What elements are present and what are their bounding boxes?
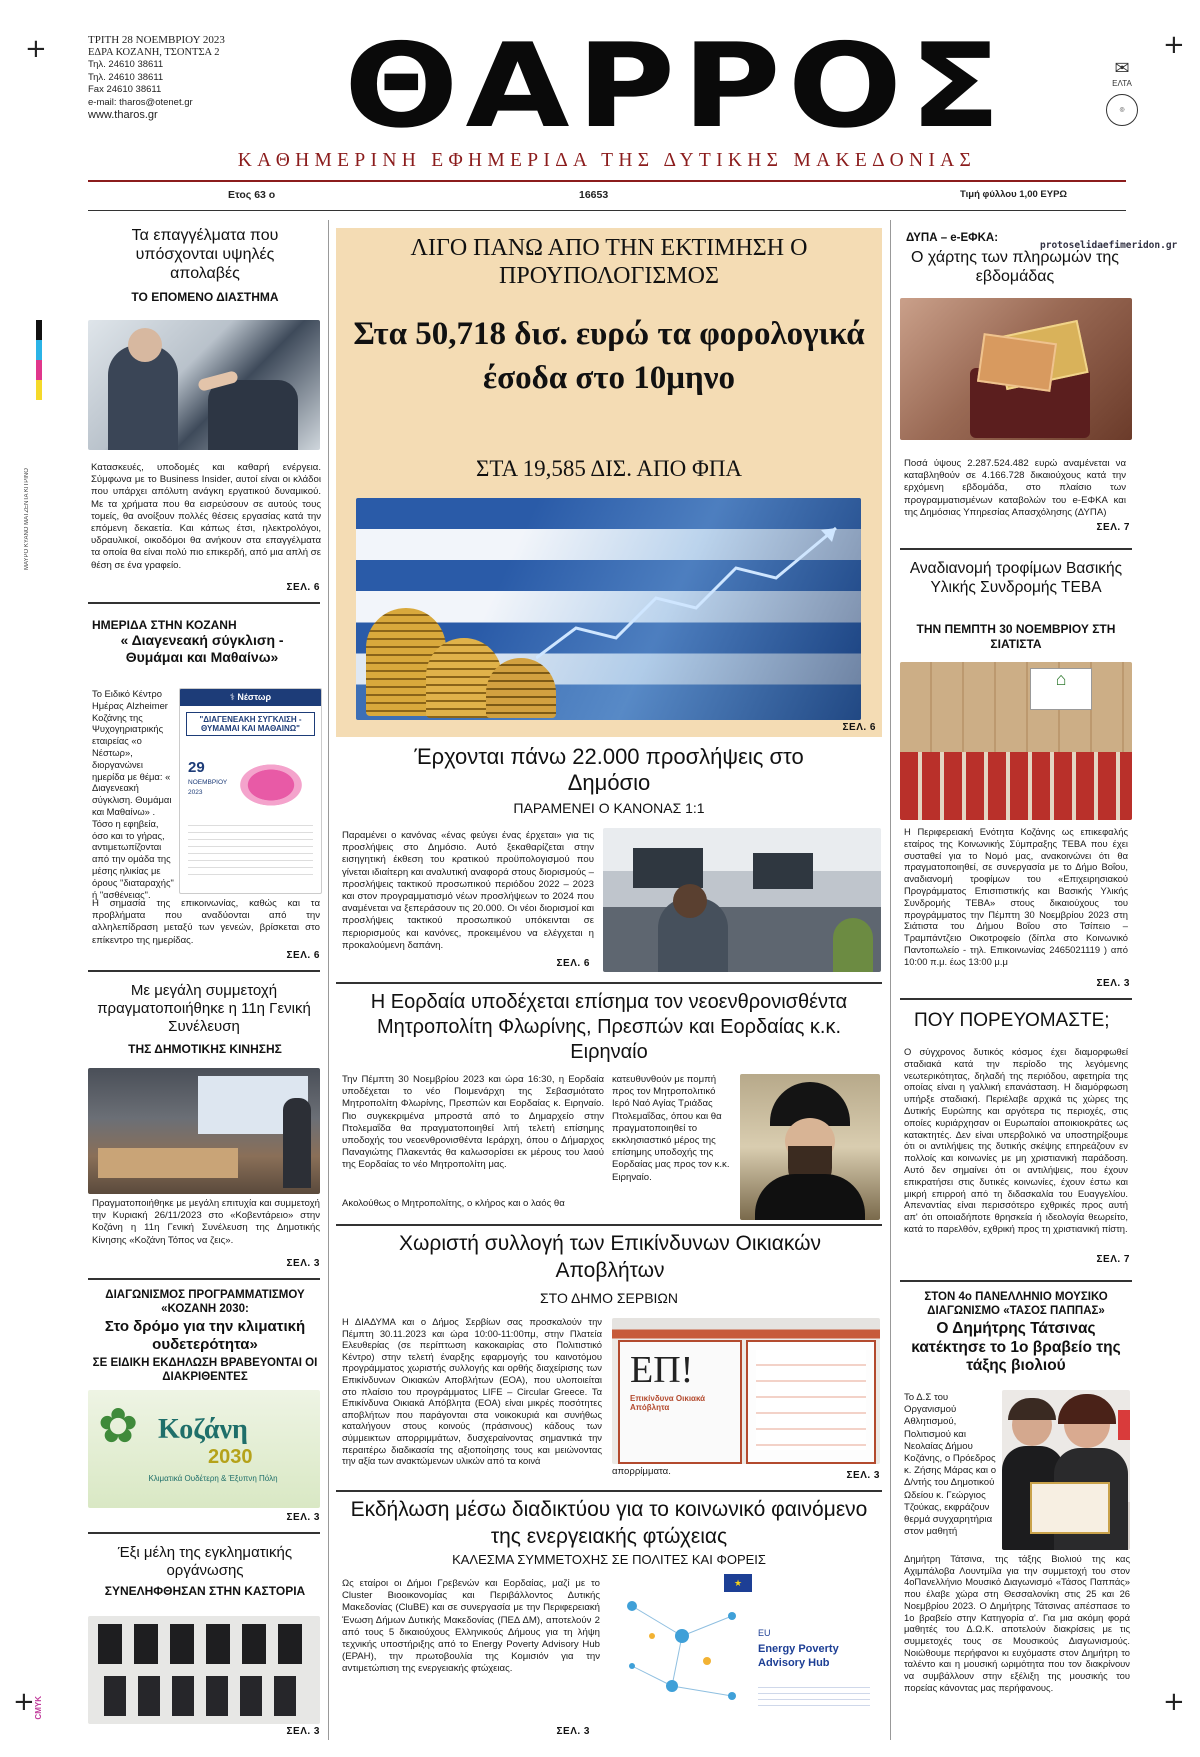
page-reference[interactable]: ΣΕΛ. 7	[1096, 1254, 1130, 1265]
article-title[interactable]: Αναδιανομή τροφίμων Βασικής Υλικής Συνδρομής ΤΕΒΑ	[909, 560, 1123, 596]
article-title[interactable]: Έξι μέλη της εγκληματικής οργάνωσης	[117, 1544, 293, 1579]
poster-org: Νέστωρ	[237, 692, 272, 702]
year-label: Ετος 63 ο	[228, 189, 276, 201]
phone: Τηλ. 24610 38611	[88, 59, 164, 70]
article-body: Κατασκευές, υποδομές και καθαρή ενέργεια. Σύμφωνα με το Business Insider, αυτοί είναι οι κλάδοι που υπάρχει απόλυτη ανάγκη εργατικού δυναμικού. Με τα χρήματα που θα εισρεύσουν σε αυτούς τους τομείς, θα ανοίξουν πολλές θέσεις εργασίας κατά την επόμενη δεκαετία. Και κάπως έτσι, ηλεκτρολόγοι, υδραυλικοί, οικοδόμοι θα ανήκουν στα επαγγέλματα τα οποία θα είναι πολύ πιο επικερδή, από μια απλή σε θέση σε ένα γραφείο.	[91, 462, 321, 571]
column-divider	[328, 220, 329, 1740]
masthead-contact	[88, 34, 225, 122]
article-subtitle: ΠΑΡΑΜΕΝΕΙ Ο ΚΑΝΟΝΑΣ 1:1	[513, 800, 705, 816]
energy-poverty-poster	[612, 1570, 878, 1718]
lead-kicker: ΛΙΓΟ ΠΑΝΩ ΑΠΟ ΤΗΝ ΕΚΤΙΜΗΣΗ Ο ΠΡΟΥΠΟΛΟΓΙΣΜΟΣ	[410, 235, 808, 289]
elta-label: ΕΛΤΑ	[1112, 79, 1132, 88]
divider	[88, 1532, 320, 1534]
article-body: Ως εταίροι οι Δήμοι Γρεβενών και Εορδαίας, μαζί με το Cluster Βιοοικονομίας και Περιβάλλοντος Δυτικής Μακεδονίας (CluBE) και σε συνεργασία με την Περιφερειακή Ένωση Δήμων Δυτικής Μακεδονίας (ΠΕΔ ΔΜ), αποτελούν 2 από τους 5 δικαιούχους Ελληνικούς Δήμους για τη λήψη τεχνικής υποστήριξης από το Energy Poverty Advisory Hub (EPAH), την πρωτοβουλία της Κομισιόν για την αντιμετώπιση της ενεργειακής φτώχειας.	[342, 1578, 600, 1675]
crop-mark: +	[1163, 1687, 1185, 1717]
column-divider	[890, 220, 891, 1740]
article-title[interactable]: Στο δρόμο για την κλιματική ουδετερότητα»	[104, 1318, 306, 1353]
article-title[interactable]: Ο Δημήτρης Τάτσινας κατέκτησε το 1ο βραβείο της τάξης βιολιού	[911, 1320, 1121, 1375]
article-body: Το Ειδικό Κέντρο Ημέρας Alzheimer Κοζάνης της Ψυχογηριατρικής εταιρείας «ο Νέστωρ», διοργανώνει ημερίδα με θέμα: « Διαγενεακή σύγκλιση. Θυμάμαι και Μαθαίνω» . Τόσο η εφηβεία, όσο και το γήρας, αντιμετωπίζονται από την ομάδα της μέσης ηλικίας με όρους "διαταραχής" ή "ασθένειας".	[92, 688, 174, 900]
print-color-bar	[36, 320, 42, 400]
assembly-photo	[88, 1068, 320, 1194]
divider	[336, 1224, 882, 1226]
lead-subheadline: ΣΤΑ 19,585 ΔΙΣ. ΑΠΟ ΦΠΑ	[475, 456, 743, 481]
poster-sign-icon: ⌂	[1030, 668, 1092, 710]
eu-flag-icon: ★	[724, 1574, 752, 1592]
article-body: απορρίμματα.	[612, 1466, 671, 1477]
lips-graphic	[235, 761, 307, 809]
article-title[interactable]: ΠΟΥ ΠΟΡΕΥΟΜΑΣΤΕ;	[914, 1010, 1110, 1031]
article-body: Ο σύγχρονος δυτικός κόσμος έχει διαμορφωθεί σταδιακά κατά την περίοδο της λεγόμενης νεωτερικότητας, δηλαδή της περιόδου, αφετηρία της οποίας είναι η γαλλική επανάσταση. Η διαμόρφωση υπήρξε σταδιακή. Περιέλαβε αρχικά τις χώρες της Δυτικής Ευρώπης και αργότερα τις περιοχές, στις οποίες κυριάρχησαν οι Ευρωπαίοι αποικιοκράτες ως κατακτητές. Δεν είναι υπερβολικό να υποστηρίξουμε ότι οι αντιλήψεις της δυτικής σκέψης επηρεάζουν εν πολλοίς και κοινωνίες με μη χριστιανική παράδοση. Αυτό δεν σημαίνει ότι οι αντιλήψεις, που έχουν επικρατήσει στις δυτικές κοινωνίες, έχουν έστω και μικρή επιρροή από τη διδασκαλία του Ευαγγελίου. Απεναντίας είναι περισσότερο εχθρικές προς αυτή απ' ότι οποιαδήποτε θρησκεία ή ιδεολογία θεωρείτο, κατά το παρελθόν, εχθρική προς τη χριστιανική πίστη.	[904, 1046, 1128, 1234]
article-subtitle: ΚΑΛΕΣΜΑ ΣΥΜΜΕΤΟΧΗΣ ΣΕ ΠΟΛΙΤΕΣ ΚΑΙ ΦΟΡΕΙΣ	[452, 1552, 766, 1567]
elta-badge	[1104, 58, 1140, 126]
page-reference[interactable]: ΣΕΛ. 3	[286, 1512, 320, 1523]
page-reference[interactable]: ΣΕΛ. 3	[556, 1726, 590, 1737]
page-reference[interactable]: ΣΕΛ. 3	[286, 1258, 320, 1269]
award-photo	[1002, 1390, 1130, 1550]
article-kicker: ΗΜΕΡΙΔΑ ΣΤΗΝ ΚΟΖΑΝΗ	[92, 618, 237, 632]
price: Τιμή φύλλου 1,00 ΕΥΡΩ	[960, 189, 1068, 200]
article-body: κατευθυνθούν με πομπή προς τον Μητροπολιτικό Ιερό Ναό Αγίας Τριάδας Πτολεμαΐδας, όπου και θα πραγματοποιηθεί το εκκλησιαστικό μέρος της επίσημης υποδοχής της Εορδαίας μας προς τον κ.κ. Ειρηναίο.	[612, 1074, 730, 1183]
article-body: Η σημασία της επικοινωνίας, καθώς και τα προβλήματα που αναδύονται από την αλληλεπίδραση μεταξύ των γενεών, βρίσκεται στο επίκεντρο της ημερίδας.	[92, 898, 320, 946]
article-title[interactable]: « Διαγενεακή σύγκλιση - Θυμάμαι και Μαθαίνω»	[120, 632, 284, 665]
lead-headline[interactable]: Στα 50,718 δισ. ευρώ τα φορολογικά έσοδα στο 10μηνο	[353, 316, 865, 396]
metropolitan-portrait	[740, 1074, 880, 1220]
divider	[88, 210, 1126, 211]
divider	[900, 548, 1132, 550]
business-people-photo	[88, 320, 320, 450]
article-body: Ποσά ύψους 2.287.524.482 ευρώ αναμένεται να καταβληθούν σε 4.166.728 δικαιούχους κατά την ερχόμενη εβδομάδα, στο πλαίσιο των προγραμματισμένων καταβολών του e-ΕΦΚΑ και της Δημόσιας Υπηρεσίας Απασχόλησης (ΔΥΠΑ)	[904, 458, 1126, 518]
page-reference[interactable]: ΣΕΛ. 6	[556, 958, 590, 969]
office-workers-photo	[603, 828, 881, 972]
logo-name: Κοζάνη	[158, 1414, 248, 1445]
hazardous-waste-bins-photo	[612, 1318, 880, 1464]
poster-eu: EU	[758, 1628, 771, 1638]
watermark: protoselidaefimeridon.gr	[1040, 240, 1178, 251]
article-title[interactable]: Έρχονται πάνω 22.000 προσλήψεις στο Δημόσιο	[414, 744, 804, 796]
article-subtitle: ΤΗΝ ΠΕΜΠΤΗ 30 ΝΟΕΜΒΡΙΟΥ ΣΤΗ ΣΙΑΤΙΣΤΑ	[916, 622, 1116, 651]
issue-date: ΤΡΙΤΗ 28 ΝΟΕΜΒΡΙΟΥ 2023	[88, 34, 225, 46]
wallet-euros-photo	[900, 298, 1132, 440]
article-kicker: ΔΙΑΓΩΝΙΣΜΟΣ ΠΡΟΓΡΑΜΜΑΤΙΣΜΟΥ «ΚΟΖΑΝΗ 2030:	[105, 1289, 305, 1316]
email: e-mail: tharos@otenet.gr	[88, 96, 193, 108]
article-subtitle: ΤΗΣ ΔΗΜΟΤΙΚΗΣ ΚΙΝΗΣΗΣ	[128, 1042, 282, 1056]
poster-month: ΝΟΕΜΒΡΙΟΥ	[188, 779, 228, 786]
article-body: Πραγματοποιήθηκε με μεγάλη επιτυχία και συμμετοχή την Κυριακή 26/11/2023 στο «Κοβεντάρειο» στην Κοζάνη η 11η Γενική Συνέλευση της Δημοτικής Κίνησης «Κοζάνη Τόπος να ζεις».	[92, 1198, 320, 1246]
article-body: Παραμένει ο κανόνας «ένας φεύγει ένας έρχεται» για τις προσλήψεις στο Δημόσιο. Αυτό ξεκαθαρίζεται στην εισηγητική έκθεση του κρατικού προϋπολογισμού που γίνεται ιδιαίτερη και αναλυτική αναφορά στους διορισμούς – προσλήψεις τακτικού προσωπικού περιόδου 2022 – 2023 και στον προγραμματισμό νέων προσλήψεων το 2024 που αναμένεται να ξεπεράσουν τις 20.000. Οι νέοι διορισμοί και προσλήψεις τακτικού προσωπικού υπόκεινται σε περιορισμούς και κανόνες, προκειμένου να ελέγχεται η προκαλούμενη δαπάνη.	[342, 830, 594, 951]
article-subtitle: ΤΟ ΕΠΟΜΕΝΟ ΔΙΑΣΤΗΜΑ	[131, 290, 279, 304]
event-poster	[179, 688, 322, 894]
poster-logo-icon: ⚕	[229, 692, 235, 702]
palm-leaf-icon: ✿	[98, 1400, 139, 1453]
elta-mark-icon: ✉	[1114, 58, 1130, 78]
page-reference[interactable]: ΣΕΛ. 3	[846, 1470, 880, 1481]
article-title[interactable]: Εκδήλωση μέσω διαδικτύου για το κοινωνικό φαινόμενο της ενεργειακής φτώχειας	[350, 1498, 868, 1548]
seal-icon: ◎	[1106, 94, 1138, 126]
divider	[88, 602, 320, 604]
article-body: Την Πέμπτη 30 Νοεμβρίου 2023 και ώρα 16:30, η Εορδαία υποδέχεται το νέο Ποιμενάρχη της Σεβασμιότατο Μητροπολίτη Φλωρίνης, Πρεσπών και Εορδαίας κ. Ειρηναίο. Πιο συγκεκριμένα μπροστά από το Δημαρχείο στην Πτολεμαΐδα θα πραγματοποιηθεί λιτή τελετή επίσημης υποδοχής του νεοενθρονισθέντα Ιεράρχη, όπου ο Δήμαρχος Παναγιώτης Πλακεντάς θα καλωσορίσει εκ μέρους του λαού της Εορδαίας το νέο Μητροπολίτη μας.	[342, 1074, 604, 1171]
article-subtitle: ΣΕ ΕΙΔΙΚΗ ΕΚΔΗΛΩΣΗ ΒΡΑΒΕΥΟΝΤΑΙ ΟΙ ΔΙΑΚΡΙΘΕΝΤΕΣ	[92, 1357, 318, 1384]
article-title[interactable]: Τα επαγγέλματα που υπόσχονται υψηλές απολαβές	[131, 227, 279, 283]
website: www.tharos.gr	[88, 109, 158, 121]
page-reference[interactable]: ΣΕΛ. 3	[286, 1726, 320, 1737]
issue-number: 16653	[579, 189, 609, 201]
article-kicker: ΣΤΟΝ 4ο ΠΑΝΕΛΛΗΝΙΟ ΜΟΥΣΙΚΟ ΔΙΑΓΩΝΙΣΜΟ «ΤΑΣΟΣ ΠΑΠΠΑΣ»	[924, 1291, 1108, 1318]
divider	[336, 1490, 882, 1492]
divider	[88, 1278, 320, 1280]
article-title[interactable]: Με μεγάλη συμμετοχή πραγματοποιήθηκε η 11η Γενική Συνέλευση	[97, 982, 311, 1035]
divider	[336, 982, 882, 984]
page-reference[interactable]: ΣΕΛ. 3	[1096, 978, 1130, 989]
fax: Fax 24610 38611	[88, 84, 162, 95]
divider	[900, 998, 1132, 1000]
greek-flag-coins-image	[356, 498, 861, 720]
crop-mark: +	[13, 1687, 35, 1717]
logo-year: 2030	[208, 1446, 253, 1468]
poster-title: Energy Poverty Advisory Hub	[758, 1643, 839, 1669]
article-subtitle: ΣΤΟ ΔΗΜΟ ΣΕΡΒΙΩΝ	[540, 1290, 678, 1306]
page-reference[interactable]: ΣΕΛ. 6	[286, 950, 320, 961]
crop-mark: +	[25, 34, 47, 64]
bin-brand: ΕΠ!	[630, 1349, 694, 1391]
print-marks-vertical: ΜΑΥΡΟ ΚΥΑΝΟ ΜΑΤΖΕΝΤΑ ΚΙΤΡΙΝΟ	[24, 468, 30, 570]
tagline: ΚΑΘΗΜΕΡΙΝΗ ΕΦΗΜΕΡΙΔΑ ΤΗΣ ΔΥΤΙΚΗΣ ΜΑΚΕΔΟΝΙΑΣ	[237, 150, 977, 171]
address: ΕΔΡΑ ΚΟΖΑΝΗ, ΤΣΟΝΤΣΑ 2	[88, 46, 220, 58]
food-boxes-photo	[900, 662, 1132, 820]
poster-title: "ΔΙΑΓΕΝΕΑΚΗ ΣΥΓΚΛΙΣΗ - ΘΥΜΑΜΑΙ ΚΑΙ ΜΑΘΑΙΝΩ"	[186, 712, 315, 736]
article-body: Η Περιφερειακή Ενότητα Κοζάνης ως επικεφαλής εταίρος της Κοινωνικής Σύμπραξης ΤΕΒΑ που έχει συσταθεί για το Νομό μας, ανακοινώνει ότι θα πραγματοποιηθεί, σε συνεργασία με το Δήμο Βοΐου, αναδιανομή τροφίμων του «Επιχειρησιακού Προγράμματος Επισιτιστικής και Βασικής Υλικής Συνδρομής ΤΕΒΑ» στους δικαιούχους του προγράμματος την Πέμπτη 30 Νοεμβρίου 2023 στη Σιάτιστα του Δήμου Βοΐου στο Τσίπειο – Τραμπάντζειο Οικοτροφείο (δίπλα στο Κοινωνικό Παντοπωλείο - τηλ. Επικοινωνίας 2465021119 ) από 10:00 π.μ. έως 13:00 μ.μ	[904, 826, 1128, 967]
page-reference[interactable]: ΣΕΛ. 6	[286, 582, 320, 593]
article-body: Το Δ.Σ του Οργανισμού Αθλητισμού, Πολιτισμού και Νεολαίας Δήμου Κοζάνης, ο Πρόεδρος κ. Ζήσης Μάρας και ο Δ/ντής του Δημοτικού Ωδείου κ. Γεώργιος Τζούκας, εκφράζουν θερμά συγχαρητήρια στον μαθητή	[904, 1392, 997, 1538]
poster-year: 2023	[188, 789, 203, 796]
growth-chart-icon	[536, 518, 846, 668]
article-title[interactable]: Χωριστή συλλογή των Επικίνδυνων Οικιακών Αποβλήτων	[398, 1232, 821, 1282]
phone: Τηλ. 24610 38611	[88, 71, 164, 83]
bin-caption: Επικίνδυνα Οικιακά Απόβλητα	[630, 1394, 706, 1412]
divider	[900, 1280, 1132, 1282]
divider	[88, 180, 1126, 182]
article-body: Δημήτρη Τάτσινα, της τάξης Βιολιού της κας Αχιμπάλοβα Λουντμίλα για την συμμετοχή του στον 4οΠανελλήνιο Μουσικό Διαγωνισμό «Τάσος Παππάς» που έλαβε χώρα στη Θεσσαλονίκη στις 25 και 26 Νοεμβρίου 2023. Ο Δημήτρης Τάτσινας απέσπασε το 1ο βραβείο στην Κατηγορία α'. Για μια ακόμη φορά μαθητές του Δ.Ω.Κ. αποτελούν διακρίσεις με τις συμμετοχές τους σε Μουσικούς Διαγωνισμούς. Νοιώθουμε περήφανοι κι ευχόμαστε στον Δημήτρη το ταλέντο και η μουσική ωριμότητα που τον διακρίνουν να συμβάλλουν στην εξέλιξη της μουσικής του πορείας κάνοντας μας περήφανους.	[904, 1553, 1130, 1693]
article-body: Ακολούθως ο Μητροπολίτης, ο κλήρος και ο λαός θα	[342, 1198, 565, 1209]
article-title[interactable]: Η Εορδαία υποδέχεται επίσημα τον νεοενθρονισθέντα Μητροπολίτη Φλωρίνης, Πρεσπών και Εορδαίας κ.κ. Ειρηναίο	[370, 991, 848, 1063]
article-title[interactable]: Ο χάρτης των πληρωμών της εβδομάδας	[910, 249, 1119, 286]
crop-mark: +	[1163, 30, 1185, 60]
page-reference[interactable]: ΣΕΛ. 7	[1096, 522, 1130, 533]
kozani-2030-logo	[88, 1390, 320, 1508]
page-reference[interactable]: ΣΕΛ. 6	[842, 722, 876, 733]
seized-phones-photo	[88, 1616, 320, 1724]
article-body: Η ΔΙΑΔΥΜΑ και ο Δήμος Σερβίων σας προσκαλούν την Πέμπτη 30.11.2023 και ώρα 10:00-11:00πμ, στην Πλατεία Ελευθερίας (σε περίπτωση κακοκαιρίας στο Πολιτιστικό Κέντρο) στην τελετή έναρξης εφαρμογής του καινοτόμου προγράμματος χωριστής συλλογής και ορθής διαχείρισης των Επικίνδυνων Οικιακών Αποβλήτων (ΕΟΑ), που υλοποιείται στο πλαίσιο του προγράμματος LIFE – Circular Greece. Τα Επικίνδυνα Οικιακά Απόβλητα (ΕΟΑ) είναι μικρές ποσότητες αποβλήτων που παράγονται στα νοικοκυριά και συνήθως καταλήγουν στους κοινούς (πράσινους) κάδους των σύμμεικτων απορριμμάτων, δυσχεραίνοντας σημαντικά την περαιτέρω διαδικασία της αξιοποίησης τους και μειώνοντας την αξία των ανακτώμενων υλικών από τα κοινά	[342, 1316, 602, 1467]
logo-line: Κλιματικά Ουδέτερη & Έξυπνη Πόλη	[148, 1474, 278, 1483]
cmyk-label: CMYK	[34, 1696, 43, 1720]
article-subtitle: ΣΥΝΕΛΗΦΘΗΣΑΝ ΣΤΗΝ ΚΑΣΤΟΡΙΑ	[104, 1584, 306, 1598]
divider	[88, 970, 320, 972]
poster-day: 29	[188, 759, 205, 776]
network-graphic-icon	[612, 1576, 762, 1716]
newspaper-logo: ΘΑΡΡΟΣ	[344, 18, 1008, 154]
article-kicker: ΔΥΠΑ – e-ΕΦΚΑ:	[906, 232, 999, 244]
